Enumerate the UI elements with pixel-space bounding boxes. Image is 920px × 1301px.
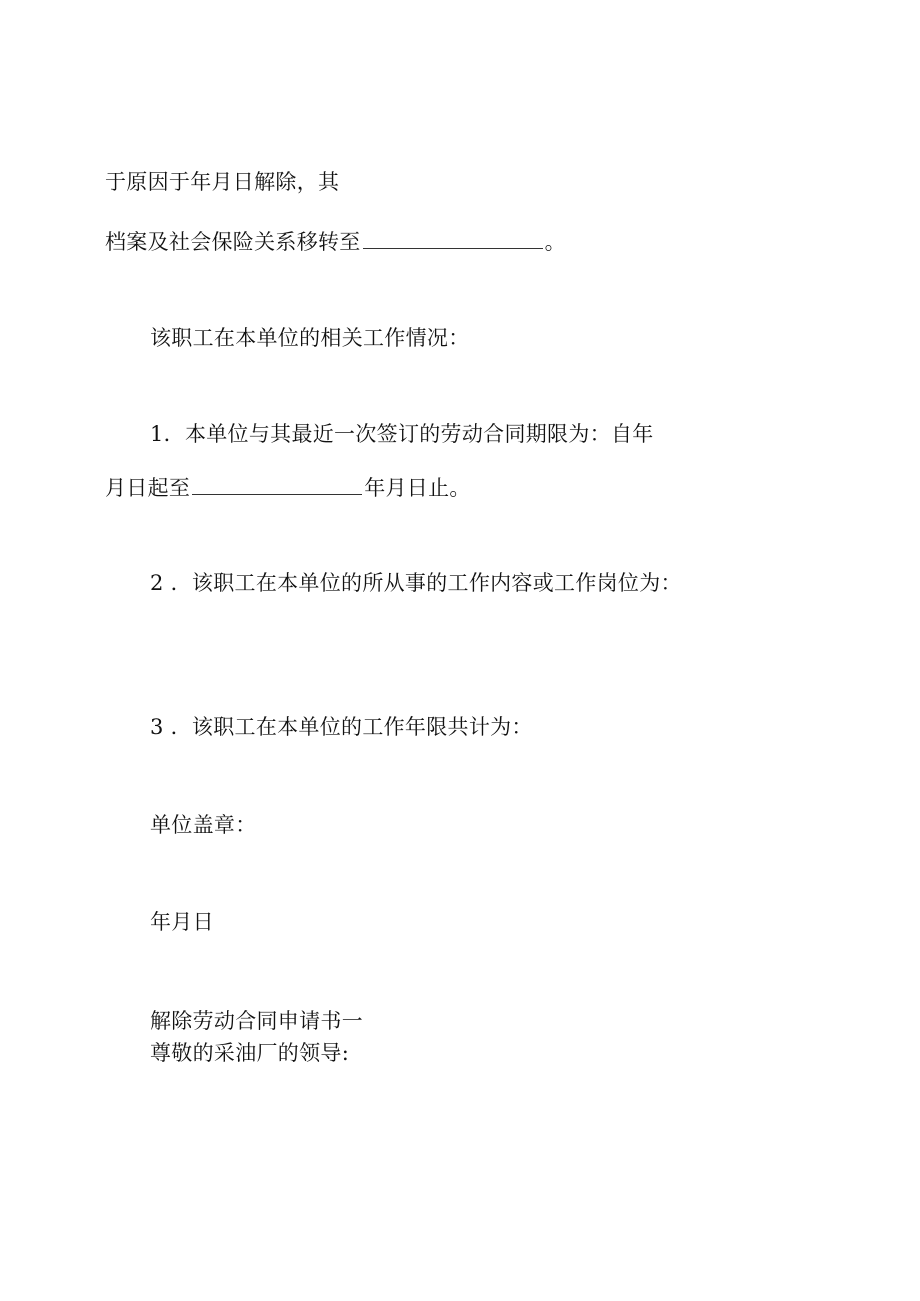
item-1-line-1: 1．本单位与其最近一次签订的劳动合同期限为：自年 xyxy=(150,422,654,446)
item-2: 2 ．该职工在本单位的所从事的工作内容或工作岗位为： xyxy=(150,571,682,595)
text-line-reason: 于原因于年月日解除，其 xyxy=(105,170,340,194)
item-1-line-2 xyxy=(105,476,471,499)
contract-start-label: 月日起至 xyxy=(105,476,191,500)
transfer-period: 。 xyxy=(544,230,566,254)
date-label: 年月日 xyxy=(150,910,214,934)
text-line-transfer xyxy=(105,230,566,253)
salutation: 尊敬的采油厂的领导: xyxy=(150,1041,350,1065)
section-intro: 该职工在本单位的相关工作情况： xyxy=(150,326,470,350)
contract-end-label: 年月日止。 xyxy=(364,476,471,500)
transfer-blank xyxy=(363,230,543,249)
contract-end-blank xyxy=(192,476,362,495)
seal-label: 单位盖章： xyxy=(150,813,257,837)
application-title: 解除劳动合同申请书一 xyxy=(150,1009,363,1033)
item-3: 3 ．该职工在本单位的工作年限共计为： xyxy=(150,715,533,739)
transfer-label: 档案及社会保险关系移转至 xyxy=(105,230,361,254)
